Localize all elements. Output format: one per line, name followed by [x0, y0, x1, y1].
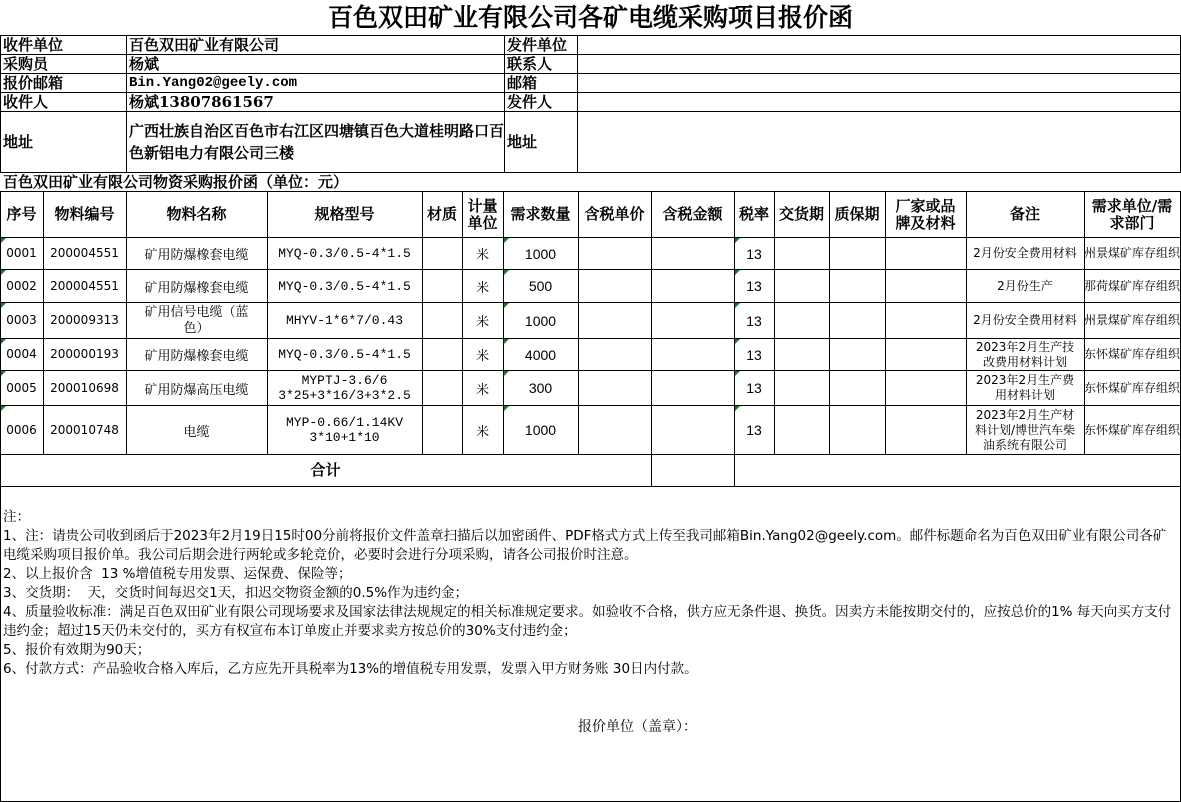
cell-remark: 2月份生产 — [997, 278, 1053, 293]
cell-no: 0006 — [6, 422, 37, 437]
cell-qty: 1000 — [524, 245, 557, 262]
email-label: 报价邮箱 — [3, 73, 64, 92]
cell-qty: 300 — [528, 380, 553, 396]
col-header-amount: 含税金额 — [662, 205, 723, 223]
cell-no: 0003 — [6, 313, 37, 327]
recv-unit-label: 收件单位 — [3, 35, 64, 54]
buyer-label: 采购员 — [3, 54, 49, 73]
col-header-material: 材质 — [426, 205, 457, 223]
cell-code: 200000193 — [50, 347, 119, 361]
cell-dept: 东怀煤矿库存组织 — [1084, 347, 1180, 361]
cell-remark: 2023年2月生产材料计划/博世汽车柴油系统有限公司 — [974, 407, 1076, 452]
cell-remark: 2月份安全费用材料 — [973, 313, 1077, 327]
recv-unit-value: 百色双田矿业有限公司 — [129, 35, 280, 54]
cell-unit: 米 — [475, 315, 489, 330]
cell-code: 200009313 — [50, 313, 119, 327]
contact-value — [577, 55, 1180, 73]
mail-value — [577, 74, 1180, 92]
stamp-label: 报价单位（盖章）： — [578, 719, 697, 735]
cell-name: 矿用防爆高压电缆 — [144, 382, 249, 398]
cell-spec: MYQ-0.3/0.5-4*1.5 — [278, 347, 411, 362]
receiver-value: 杨斌13807861567 — [129, 92, 274, 111]
cell-tax: 13 — [746, 346, 762, 363]
cell-spec: MYQ-0.3/0.5-4*1.5 — [278, 278, 411, 294]
sender-label: 发件人 — [507, 92, 553, 111]
send-unit-value — [577, 36, 1180, 54]
cell-tax: 13 — [746, 312, 762, 329]
col-header-unit-price: 含税单价 — [584, 205, 645, 223]
send-unit-label: 发件单位 — [507, 35, 568, 54]
cell-dept: 那荷煤矿库存组织 — [1084, 278, 1180, 293]
cell-spec: MHYV-1*6*7/0.43 — [285, 313, 404, 328]
notes-block — [3, 508, 1175, 679]
cell-remark: 2023年2月生产费用材料计划 — [975, 373, 1075, 402]
col-header-remark: 备注 — [1009, 205, 1040, 223]
cell-no: 0002 — [6, 278, 37, 293]
cell-qty: 4000 — [524, 346, 557, 363]
note-line: 1、注：请贵公司收到函后于2023年2月19日15时00分前将报价文件盖章扫描后以加密函件、PDF格式方式上传至我司邮箱Bin.Yang02@geely.com。邮件标题命名为百色双田矿业有限公司各矿电缆采购项目报价单。我公司后期会进行两轮或多轮竞价，必要时会进行分项采购，请各公司报价时注意。 — [3, 528, 1167, 563]
address-value: 广西壮族自治区百色市右江区四塘镇百色大道桂明路口百色新铝电力有限公司三楼 — [129, 122, 505, 162]
cell-tax: 13 — [746, 380, 762, 396]
buyer-value: 杨斌 — [129, 54, 160, 73]
cell-dept: 东怀煤矿库存组织 — [1084, 422, 1180, 437]
note-line: 2、以上报价含 13 %增值税专用发票、运保费、保险等； — [3, 566, 352, 582]
cell-unit: 米 — [475, 280, 489, 296]
cell-code: 200004551 — [50, 246, 119, 260]
email-value: Bin.Yang02@geely.com — [129, 74, 298, 91]
section-title: 百色双田矿业有限公司物资采购报价函（单位：元） — [3, 172, 349, 191]
address-label: 地址 — [3, 132, 34, 151]
note-line: 5、报价有效期为90天； — [3, 642, 151, 658]
cell-spec: MYPTJ-3.6/6 3*25+3*16/3+3*2.5 — [278, 373, 411, 403]
cell-dept: 州景煤矿库存组织 — [1084, 246, 1180, 260]
sender-value — [577, 93, 1180, 111]
cell-tax: 13 — [746, 278, 762, 294]
col-header-code: 物料编号 — [54, 205, 115, 223]
col-header-spec: 规格型号 — [314, 205, 375, 223]
cell-spec: MYQ-0.3/0.5-4*1.5 — [278, 246, 411, 261]
cell-qty: 1000 — [524, 422, 557, 438]
mail-label: 邮箱 — [507, 73, 538, 92]
cell-remark: 2月份安全费用材料 — [973, 246, 1077, 260]
col-header-tax-rate: 税率 — [738, 205, 769, 223]
note-line: 6、付款方式：产品验收合格入库后，乙方应先开具税率为13%的增值税专用发票，发票入甲方财务账 30日内付款。 — [3, 661, 698, 677]
cell-code: 200010698 — [50, 380, 119, 395]
col-header-name: 物料名称 — [166, 205, 227, 223]
cell-unit: 米 — [475, 349, 489, 364]
cell-qty: 500 — [528, 278, 553, 294]
cell-tax: 13 — [746, 422, 762, 438]
note-line: 4、质量验收标准：满足百色双田矿业有限公司现场要求及国家法律法规规定的相关标准规定要求。如验收不合格，供方应无条件退、换货。因卖方未能按期交付的，应按总价的1% 每天向买方支付违约金；超过15天仍未交付的，买方有权宣布本订单废止并要求卖方按总价的30%支付违约金； — [3, 604, 1172, 639]
col-header-unit: 计量单位 — [467, 196, 498, 232]
col-header-brand: 厂家或品牌及材料 — [895, 196, 956, 232]
cell-no: 0004 — [6, 347, 37, 361]
cell-remark: 2023年2月生产技改费用材料计划 — [975, 339, 1075, 369]
total-label: 合计 — [310, 461, 341, 479]
address2-label: 地址 — [507, 132, 538, 151]
cell-name: 矿用防爆橡套电缆 — [144, 248, 249, 263]
cell-name: 矿用信号电缆（蓝色） — [144, 304, 249, 336]
receiver-label: 收件人 — [3, 92, 49, 111]
cell-qty: 1000 — [524, 312, 557, 329]
note-line: 3、交货期： 天，交货时间每迟交1天，扣迟交物资金额的0.5%作为违约金； — [3, 585, 469, 601]
address2-value — [577, 112, 1180, 172]
cell-spec: MYP-0.66/1.14KV 3*10+1*10 — [285, 415, 404, 445]
cell-tax: 13 — [746, 245, 762, 262]
cell-code: 200004551 — [50, 278, 119, 293]
cell-dept: 东怀煤矿库存组织 — [1084, 380, 1180, 395]
col-header-delivery: 交货期 — [778, 205, 824, 223]
cell-unit: 米 — [475, 424, 489, 440]
cell-dept: 州景煤矿库存组织 — [1084, 313, 1180, 327]
cell-unit: 米 — [475, 248, 489, 263]
cell-code: 200010748 — [50, 422, 119, 437]
contact-label: 联系人 — [507, 54, 553, 73]
cell-name: 矿用防爆橡套电缆 — [144, 349, 249, 364]
cell-name: 矿用防爆橡套电缆 — [144, 280, 249, 296]
cell-no: 0001 — [6, 246, 37, 260]
col-header-dept: 需求单位/需求部门 — [1091, 196, 1173, 232]
page-title: 百色双田矿业有限公司各矿电缆采购项目报价函 — [327, 3, 853, 32]
note-line: 注： — [3, 509, 30, 525]
cell-no: 0005 — [6, 380, 37, 395]
col-header-no: 序号 — [6, 205, 37, 223]
cell-unit: 米 — [475, 382, 489, 398]
cell-name: 电缆 — [183, 424, 210, 440]
col-header-qty: 需求数量 — [510, 205, 571, 223]
col-header-warranty: 质保期 — [834, 205, 880, 223]
